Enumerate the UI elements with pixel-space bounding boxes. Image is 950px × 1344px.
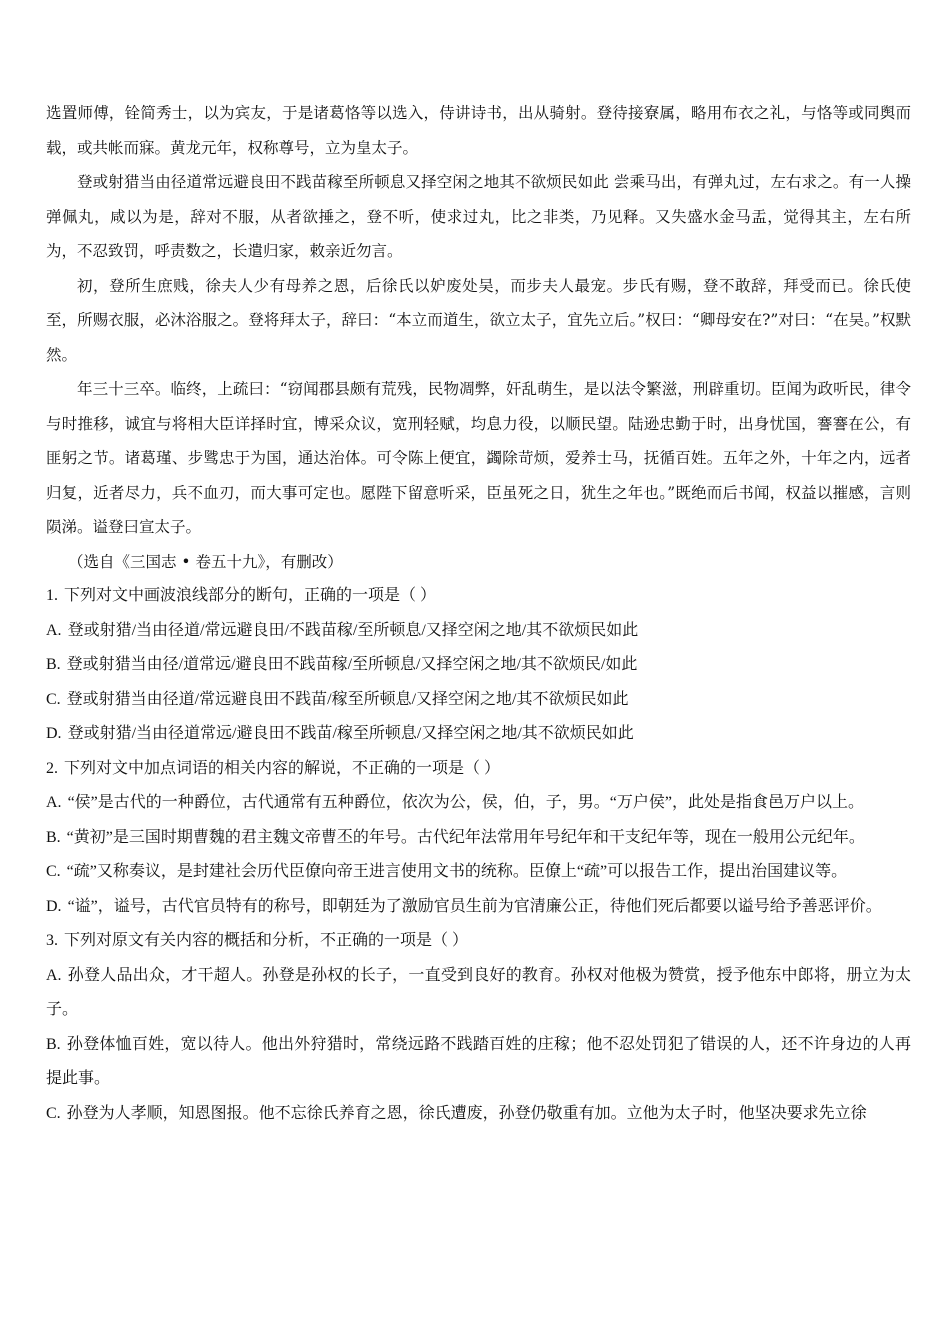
passage-source: （选自《三国志 • 卷五十九》，有删改）: [68, 552, 343, 571]
option-key: C.: [46, 690, 61, 708]
option-a[interactable]: [46, 959, 911, 1028]
passage-paragraph-2: 登或射猎当由径道常远避良田不践苗稼至所顿息又择空闲之地其不欲烦民如此 尝乘马出，有弹丸过，左右求之。有一人操弹佩丸，咸以为是，辞对不服，从者欲捶之，登不听，使求过丸，比之非类，乃见释。又失盛水金马盂，觉得其主，左右所为，不忍致罚，呼责数之，长遣归家，敕亲近勿言。: [46, 173, 911, 260]
option-key: A.: [46, 794, 62, 811]
passage-paragraph-1: 选置师傅，铨简秀士，以为宾友，于是诸葛恪等以选入，侍讲诗书，出从骑射。登待接寮属，略用布衣之礼，与恪等或同舆而载，或共帐而寐。黄龙元年，权称尊号，立为皇太子。: [46, 104, 911, 157]
question-text: 下列对文中画波浪线部分的断句，正确的一项是（ ）: [64, 587, 437, 604]
question-text: 下列对文中加点词语的相关内容的解说，不正确的一项是（ ）: [64, 759, 501, 777]
option-key: C.: [46, 1104, 61, 1122]
question-2: [46, 752, 911, 925]
question-stem: [46, 752, 911, 787]
option-text: “谥”，谥号，古代官员特有的称号，即朝廷为了激励官员生前为官清廉公正，待他们死后都要以谥号给予善恶评价。: [67, 897, 882, 915]
option-text: “侯”是古代的一种爵位，古代通常有五种爵位，依次为公，侯，伯，子，男。“万户侯”，此处是指食邑万户以上。: [67, 794, 864, 811]
option-text: 登或射猎当由径道/常远避良田不践苗/稼至所顿息/又择空闲之地/其不欲烦民如此: [66, 690, 629, 708]
option-text: 登或射猎/当由径道常远/避良田不践苗/稼至所顿息/又择空闲之地/其不欲烦民如此: [67, 725, 634, 742]
question-number: 1.: [46, 587, 58, 604]
option-c[interactable]: [46, 683, 911, 718]
option-d[interactable]: [46, 890, 911, 925]
passage-paragraph-3: 初，登所生庶贱，徐夫人少有母养之恩，后徐氏以妒废处吴，而步夫人最宠。步氏有赐，登不敢辞，拜受而已。徐氏使至，所赐衣服，必沐浴服之。登将拜太子，辞曰：“本立而道生，欲立太子，宜先立后。”权曰：“卿母安在?”对曰：“在吴。”权默然。: [46, 276, 911, 364]
option-b[interactable]: [46, 821, 911, 856]
question-text: 下列对原文有关内容的概括和分析，不正确的一项是（ ）: [64, 932, 469, 949]
option-text: 孙登为人孝顺，知恩图报。他不忘徐氏养育之恩，徐氏遭废，孙登仍敬重有加。立他为太子时，他坚决要求先立徐: [66, 1104, 867, 1122]
option-key: D.: [46, 897, 62, 915]
question-number: 3.: [46, 932, 58, 949]
option-c[interactable]: [46, 1097, 911, 1132]
option-key: B.: [46, 1035, 61, 1053]
option-b[interactable]: [46, 648, 911, 683]
question-stem: [46, 579, 911, 614]
option-text: 孙登人品出众，才干超人。孙登是孙权的长子，一直受到良好的教育。孙权对他极为赞赏，授予他东中郎将，册立为太子。: [46, 966, 911, 1018]
option-text: 登或射猎当由径/道常远/避良田不践苗稼/至所顿息/又择空闲之地/其不欲烦民/如此: [66, 656, 638, 673]
option-key: D.: [46, 725, 62, 742]
option-text: “疏”又称奏议，是封建社会历代臣僚向帝王进言使用文书的统称。臣僚上“疏”可以报告工作，提出治国建议等。: [66, 863, 848, 880]
option-d[interactable]: [46, 717, 911, 752]
option-a[interactable]: [46, 614, 911, 649]
option-key: B.: [46, 828, 61, 846]
option-key: A.: [46, 621, 62, 639]
option-key: A.: [46, 966, 62, 984]
option-key: C.: [46, 863, 61, 880]
question-1: [46, 579, 911, 752]
question-3: [46, 924, 911, 1131]
option-a[interactable]: [46, 786, 911, 821]
option-text: 登或射猎/当由径道/常远避良田/不践苗稼/至所顿息/又择空闲之地/其不欲烦民如此: [67, 621, 639, 639]
option-key: B.: [46, 656, 61, 673]
option-b[interactable]: [46, 1028, 911, 1097]
question-number: 2.: [46, 759, 58, 777]
option-text: “黄初”是三国时期曹魏的君主魏文帝曹丕的年号。古代纪年法常用年号纪年和干支纪年等，现在一般用公元纪年。: [66, 828, 865, 846]
option-text: 孙登体恤百姓，宽以待人。他出外狩猎时，常绕远路不践踏百姓的庄稼；他不忍处罚犯了错误的人，还不许身边的人再提此事。: [46, 1035, 911, 1087]
exam-page: [46, 96, 911, 1131]
question-stem: [46, 924, 911, 959]
option-c[interactable]: [46, 855, 911, 890]
passage-paragraph-4: 年三十三卒。临终，上疏曰：“窃闻郡县颇有荒残，民物凋弊，奸乱萌生，是以法令繁滋，刑辟重切。臣闻为政听民，律令与时推移，诚宜与将相大臣详择时宜，博采众议，宽刑轻赋，均息力役，以顺民望。陆逊忠勤于时，出身忧国，謇謇在公，有匪躬之节。诸葛瑾、步骘忠于为国，通达治体。可令陈上便宜，蠲除苛烦，爱养士马，抚循百姓。五年之外，十年之内，远者归复，近者尽力，兵不血刃，而大事可定也。愿陛下留意听采，臣虽死之日，犹生之年也。”既绝而后书闻，权益以摧感，言则陨涕。谥登曰宣太子。: [46, 380, 911, 536]
